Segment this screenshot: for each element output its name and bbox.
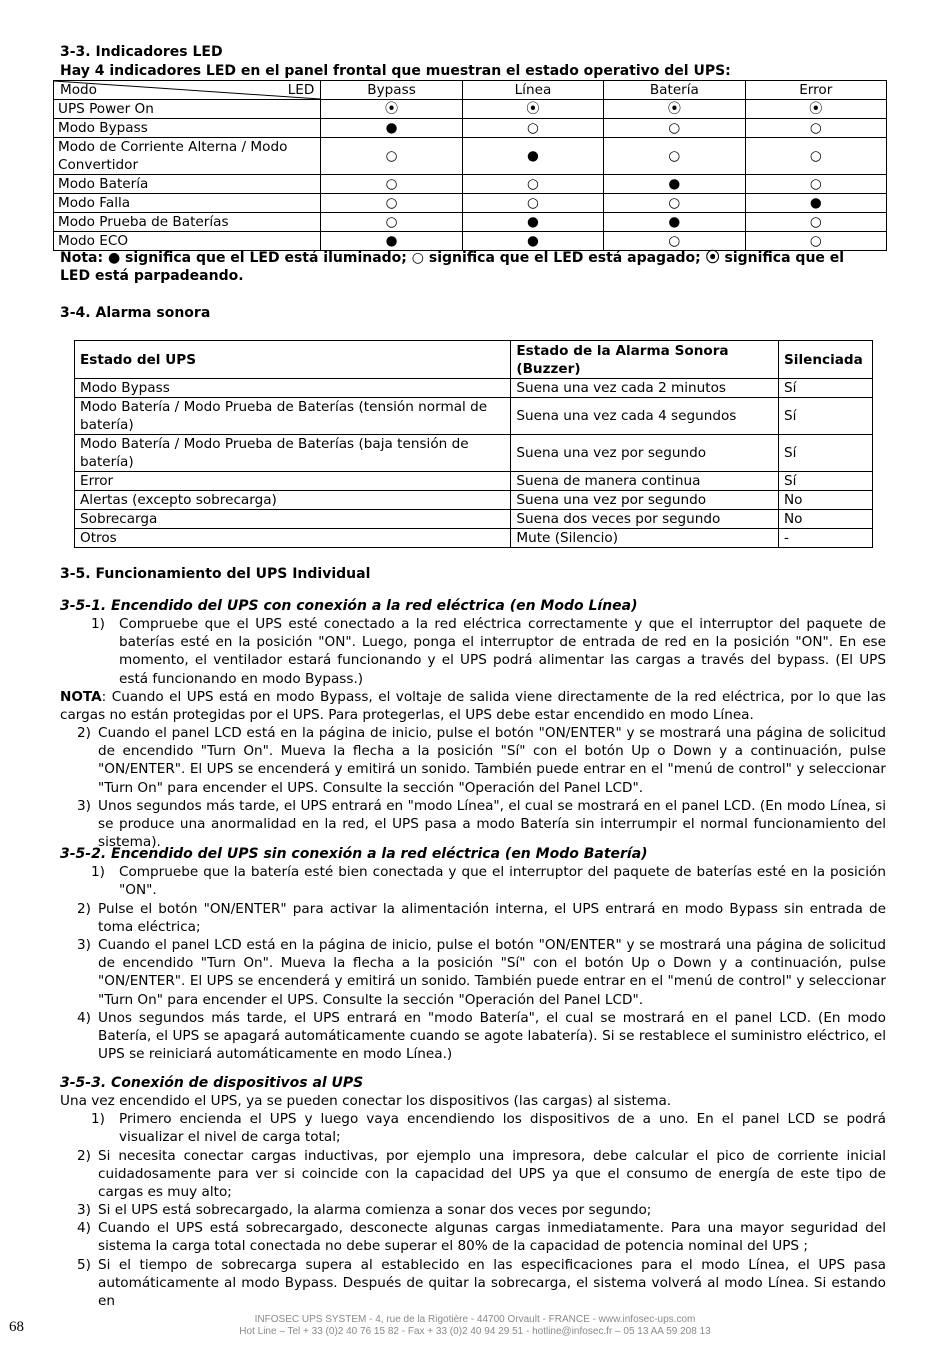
step-5-text: Si el tiempo de sobrecarga supera al establecido en las especificaciones para el modo Línea, el UPS pasa automáticamente al modo Bypass. Después de quitar la sobrecarga, el sistema volverá al modo Línea. Si estando en (98, 1257, 886, 1310)
step-number: 2) (77, 901, 91, 917)
step-number: 2) (77, 725, 91, 741)
led-row (54, 213, 887, 232)
led-header-bateria: Batería (604, 81, 745, 100)
step-number: 4) (77, 1220, 91, 1236)
led-legend-note: Nota: ● significa que el LED está iluminado; ○ significa que el LED está apagado; ⦿ significa que el LED está parpadeando. (60, 250, 845, 284)
step-number: 4) (77, 1010, 91, 1026)
led-table-corner-cell (54, 81, 321, 100)
led-state: ● (604, 213, 745, 232)
led-table-header-row (54, 81, 887, 100)
section-3-3-title: 3-3. Indicadores LED (60, 44, 223, 60)
led-state: ○ (745, 175, 886, 194)
step-1-text: Compruebe que la batería esté bien conectada y que el interruptor del paquete de baterías esté en la posición "ON". (119, 864, 886, 899)
led-state: ● (321, 232, 462, 251)
step-3-text: Unos segundos más tarde, el UPS entrará en "modo Línea", el cual se mostrará en el panel LCD. (En modo Línea, si se produce una anormalidad en la red, el UPS pasa a modo Batería sin interrumpir el normal funcionamiento del sistema). (98, 798, 886, 851)
alarm-ups-state: Alertas (excepto sobrecarga) (75, 491, 511, 510)
led-state: ○ (321, 138, 462, 175)
alarm-buzzer-state: Mute (Silencio) (511, 529, 779, 548)
alarm-silenced: Sí (779, 435, 873, 472)
section-3-4-title: 3-4. Alarma sonora (60, 305, 211, 321)
led-state: ● (462, 213, 603, 232)
led-state: ● (462, 138, 603, 175)
alarm-ups-state: Modo Batería / Modo Prueba de Baterías (tensión normal de batería) (75, 398, 511, 435)
led-row-mode: Modo de Corriente Alterna / Modo Convertidor (54, 138, 321, 175)
page-number: 68 (9, 1319, 24, 1335)
section-3-5-3-intro: Una vez encendido el UPS, ya se pueden conectar los dispositivos (las cargas) al sistema. (60, 1093, 672, 1109)
led-row-mode: Modo Falla (54, 194, 321, 213)
led-state: ⦿ (462, 100, 603, 119)
led-row-mode: Modo ECO (54, 232, 321, 251)
led-state: ○ (745, 119, 886, 138)
alarm-header-buzzer: Estado de la Alarma Sonora (Buzzer) (511, 341, 779, 379)
step-2-text: Si necesita conectar cargas inductivas, por ejemplo una impresora, debe calcular el pico de corriente inicial cuidadosamente para ver si coincide con la capacidad del UPS ya que el consumo de energía de este tipo de cargas es muy alto; (98, 1148, 886, 1201)
alarm-ups-state: Otros (75, 529, 511, 548)
alarm-ups-state: Modo Batería / Modo Prueba de Baterías (baja tensión de batería) (75, 435, 511, 472)
led-state: ○ (462, 175, 603, 194)
step-4-text: Unos segundos más tarde, el UPS entrará en "modo Batería", el cual se mostrará en el panel LCD. (En modo Batería, el UPS se apagará automáticamente cuando se agote labatería). Si se restablece el suministro eléctrico, el UPS se reiniciará automáticamente en modo Línea.) (98, 1010, 886, 1063)
corner-mode-label: Modo (60, 82, 97, 98)
led-state: ○ (462, 194, 603, 213)
step-2-text: Cuando el panel LCD está en la página de inicio, pulse el botón "ON/ENTER" y se mostrará una página de solicitud de encendido "Turn On". Mueva la flecha a la posición "Sí" con el botón Up o Down y a continuación, pulse "ON/ENTER". El UPS se encenderá y emitirá un sonido. También puede entrar en el "menú de control" y seleccionar "Turn On" para encender el UPS. Consulte la sección "Operación del Panel LCD". (98, 725, 886, 796)
section-3-3-intro: Hay 4 indicadores LED en el panel frontal que muestran el estado operativo del UPS: (60, 63, 731, 79)
step-number: 3) (77, 798, 91, 814)
led-row (54, 175, 887, 194)
alarm-table-header-row (75, 341, 873, 379)
footer-hotline: Hot Line – Tel + 33 (0)2 40 76 15 82 - Fax + 33 (0)2 40 94 29 51 - hotline@infosec.fr – 05 13 AA 59 208 13 (239, 1326, 711, 1337)
alarm-silenced: No (779, 491, 873, 510)
led-state: ○ (604, 194, 745, 213)
led-state: ⦿ (745, 100, 886, 119)
step-number: 1) (91, 1111, 105, 1127)
led-state: ● (745, 194, 886, 213)
led-state: ○ (321, 175, 462, 194)
led-row (54, 232, 887, 251)
led-state: ○ (604, 138, 745, 175)
alarm-row (75, 510, 873, 529)
alarm-header-state: Estado del UPS (75, 341, 511, 379)
led-row (54, 194, 887, 213)
step-1-text: Primero encienda el UPS y luego vaya encendiendo los dispositivos de a uno. En el panel LCD se podrá visualizar el nivel de carga total; (119, 1111, 886, 1146)
alarm-silenced: No (779, 510, 873, 529)
corner-led-label: LED (287, 82, 315, 98)
led-state: ○ (321, 194, 462, 213)
led-state: ⦿ (604, 100, 745, 119)
alarm-header-silenced: Silenciada (779, 341, 873, 379)
led-state: ○ (604, 119, 745, 138)
step-number: 5) (77, 1257, 91, 1273)
led-row-mode: Modo Prueba de Baterías (54, 213, 321, 232)
alarm-ups-state: Modo Bypass (75, 379, 511, 398)
alarm-row (75, 379, 873, 398)
step-3-text: Cuando el panel LCD está en la página de inicio, pulse el botón "ON/ENTER" y se mostrará una página de solicitud de encendido "Turn On". Mueva la flecha a la posición "Sí" con el botón Up o Down y a continuación, pulse "ON/ENTER". El UPS se encenderá y emitirá un sonido. También puede entrar en el "menú de control" y seleccionar "Turn On" para encender el UPS. Consulte la sección "Operación del Panel LCD". (98, 937, 886, 1008)
step-number: 1) (91, 864, 105, 880)
alarm-row (75, 435, 873, 472)
alarm-row (75, 491, 873, 510)
step-2-text: Pulse el botón "ON/ENTER" para activar la alimentación interna, el UPS entrará en modo Bypass sin entrada de toma eléctrica; (98, 901, 886, 936)
alarm-buzzer-state: Suena de manera continua (511, 472, 779, 491)
alarm-silenced: Sí (779, 379, 873, 398)
alarm-silenced: Sí (779, 398, 873, 435)
alarm-buzzer-state: Suena una vez cada 2 minutos (511, 379, 779, 398)
step-number: 1) (91, 616, 105, 632)
note-text: : Cuando el UPS está en modo Bypass, el voltaje de salida viene directamente de la red eléctrica, por lo que las cargas no están protegidas por el UPS. Para protegerlas, el UPS debe estar encendido en modo Línea. (60, 689, 886, 724)
led-state: ○ (321, 213, 462, 232)
led-row (54, 100, 887, 119)
alarm-ups-state: Sobrecarga (75, 510, 511, 529)
section-3-5-3-title: 3-5-3. Conexión de dispositivos al UPS (60, 1075, 364, 1091)
step-4-text: Cuando el UPS está sobrecargado, desconecte algunas cargas inmediatamente. Para una mayor seguridad del sistema la carga total conectada no debe superar el 80% de la capacidad de potencia nominal del UPS ; (98, 1220, 886, 1255)
alarm-row (75, 472, 873, 491)
led-row-mode: Modo Bypass (54, 119, 321, 138)
alarm-row (75, 398, 873, 435)
led-header-bypass: Bypass (321, 81, 462, 100)
section-3-5-2-title: 3-5-2. Encendido del UPS sin conexión a la red eléctrica (en Modo Batería) (60, 846, 648, 862)
step-number: 3) (77, 1202, 91, 1218)
note-paragraph (60, 688, 886, 724)
alarm-buzzer-state: Suena una vez cada 4 segundos (511, 398, 779, 435)
led-header-error: Error (745, 81, 886, 100)
led-row-mode: Modo Batería (54, 175, 321, 194)
note-label: NOTA (60, 689, 102, 705)
led-state: ⦿ (321, 100, 462, 119)
led-row (54, 138, 887, 175)
led-row-mode: UPS Power On (54, 100, 321, 119)
alarm-buzzer-state: Suena una vez por segundo (511, 491, 779, 510)
led-state: ○ (745, 232, 886, 251)
step-number: 2) (77, 1148, 91, 1164)
alarm-silenced: Sí (779, 472, 873, 491)
led-state: ● (321, 119, 462, 138)
section-3-5-1-title: 3-5-1. Encendido del UPS con conexión a la red eléctrica (en Modo Línea) (60, 598, 638, 614)
alarm-ups-state: Error (75, 472, 511, 491)
alarm-buzzer-state: Suena una vez por segundo (511, 435, 779, 472)
led-state: ● (462, 232, 603, 251)
section-3-5-title: 3-5. Funcionamiento del UPS Individual (60, 566, 371, 582)
led-state: ○ (745, 213, 886, 232)
step-3-text: Si el UPS está sobrecargado, la alarma comienza a sonar dos veces por segundo; (98, 1202, 652, 1218)
led-header-linea: Línea (462, 81, 603, 100)
led-indicator-table (53, 80, 887, 251)
led-state: ○ (462, 119, 603, 138)
led-row (54, 119, 887, 138)
step-number: 3) (77, 937, 91, 953)
led-state: ○ (604, 232, 745, 251)
led-state: ● (604, 175, 745, 194)
alarm-table (74, 340, 873, 548)
footer-address: INFOSEC UPS SYSTEM - 4, rue de la Rigotière - 44700 Orvault - FRANCE - www.infosec-ups.com (254, 1314, 696, 1325)
alarm-silenced: - (779, 529, 873, 548)
led-state: ○ (745, 138, 886, 175)
alarm-buzzer-state: Suena dos veces por segundo (511, 510, 779, 529)
alarm-row (75, 529, 873, 548)
step-1-text: Compruebe que el UPS esté conectado a la red eléctrica correctamente y que el interruptor del paquete de baterías esté en la posición "ON". Luego, ponga el interruptor de entrada de red en la posición "ON". En ese momento, el ventilador estará funcionando y el UPS podrá alimentar las cargas a través del bypass. (El UPS está funcionando en modo Bypass.) (119, 616, 886, 687)
step-text (119, 615, 886, 688)
